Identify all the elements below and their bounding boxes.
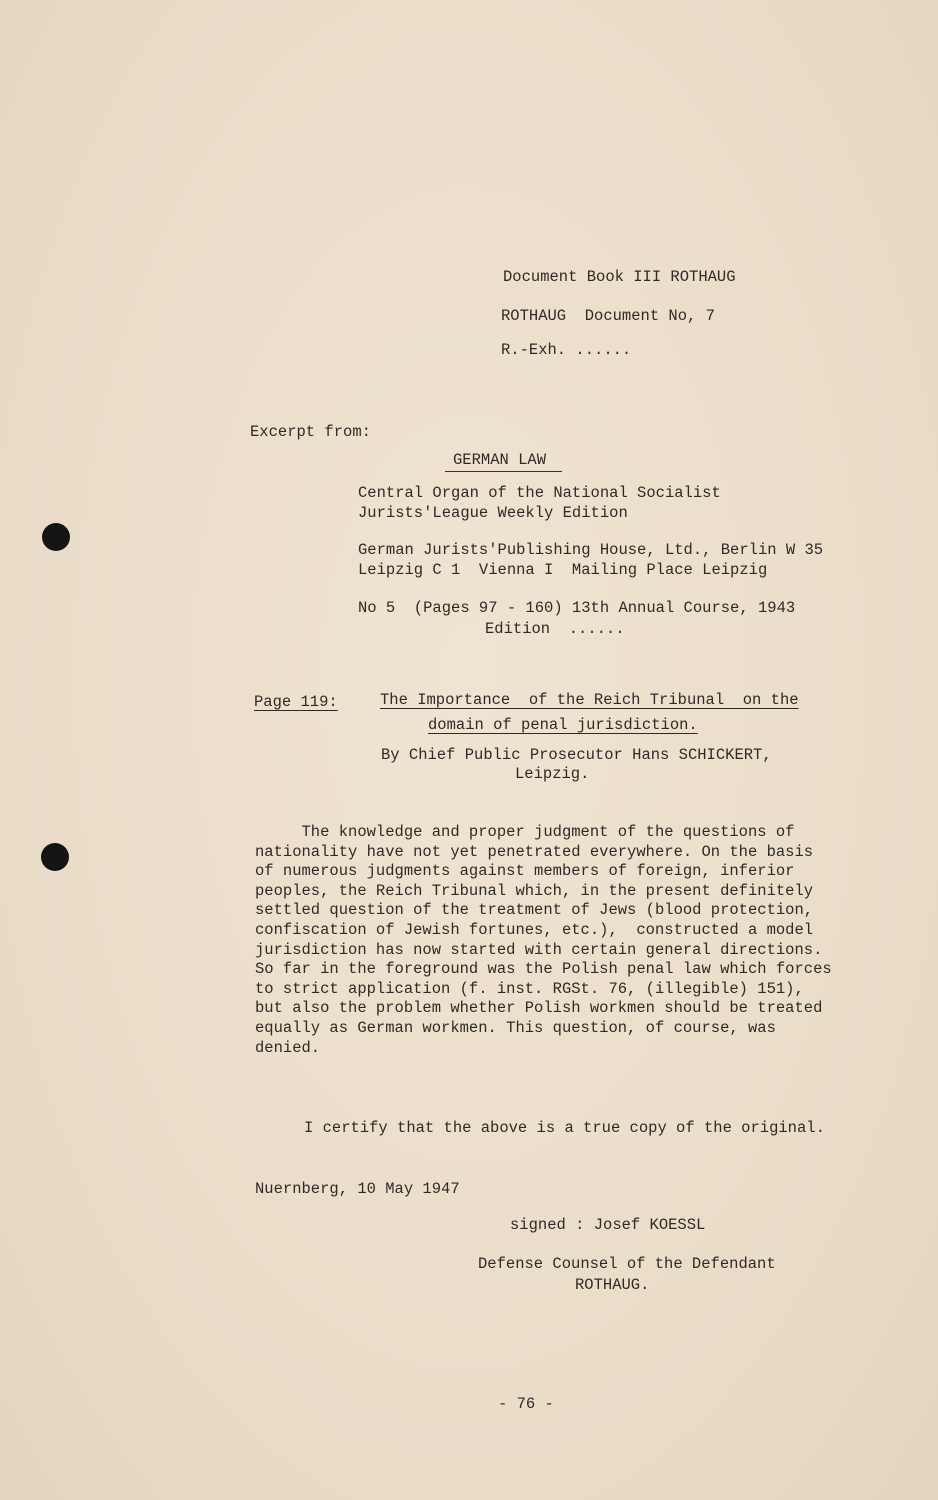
- publication-title: GERMAN LAW: [453, 451, 547, 469]
- publisher-line-1: German Jurists'Publishing House, Ltd., Berlin W 35: [358, 541, 824, 559]
- document-book-line: Document Book III ROTHAUG: [503, 268, 736, 286]
- document-number-line: ROTHAUG Document No, 7: [501, 307, 715, 325]
- page-reference: Page 119:: [254, 693, 338, 711]
- body-line: The knowledge and proper judgment of the questions of: [255, 823, 795, 841]
- exhibit-line: R.-Exh. ......: [501, 341, 632, 359]
- body-line: peoples, the Reich Tribunal which, in the present definitely: [255, 881, 814, 900]
- excerpt-label: Excerpt from:: [250, 423, 371, 441]
- organ-line-2: Jurists'League Weekly Edition: [358, 504, 628, 522]
- signer-title-line-2: ROTHAUG.: [575, 1276, 650, 1294]
- publication-title-underline: [445, 471, 562, 472]
- signature-line: signed : Josef KOESSL: [510, 1216, 706, 1234]
- page-number: - 76 -: [498, 1395, 554, 1413]
- body-line: settled question of the treatment of Jews (blood protection,: [255, 901, 814, 920]
- body-line: jurisdiction has now started with certain general directions.: [255, 940, 823, 959]
- body-line: to strict application (f. inst. RGSt. 76, (illegible) 151),: [255, 979, 804, 998]
- body-line: confiscation of Jewish fortunes, etc.), constructed a model: [255, 920, 814, 939]
- certification-statement: I certify that the above is a true copy of the original.: [304, 1119, 825, 1137]
- punch-hole-top: [42, 523, 70, 551]
- signer-title-line-1: Defense Counsel of the Defendant: [478, 1255, 776, 1273]
- article-title-line-1: The Importance of the Reich Tribunal on the: [380, 691, 799, 709]
- body-line: of numerous judgments against members of foreign, inferior: [255, 862, 795, 881]
- author-line-1: By Chief Public Prosecutor Hans SCHICKERT,: [381, 746, 772, 764]
- article-title-line-2: domain of penal jurisdiction.: [428, 716, 698, 734]
- body-line: nationality have not yet penetrated everywhere. On the basis: [255, 842, 814, 861]
- place-date: Nuernberg, 10 May 1947: [255, 1180, 460, 1198]
- punch-hole-bottom: [41, 843, 69, 871]
- issue-line-1: No 5 (Pages 97 - 160) 13th Annual Course, 1943: [358, 599, 796, 617]
- body-line: denied.: [255, 1038, 321, 1057]
- author-line-2: Leipzig.: [515, 765, 590, 783]
- publisher-line-2: Leipzig C 1 Vienna I Mailing Place Leipzig: [358, 561, 768, 579]
- body-line: equally as German workmen. This question, of course, was: [255, 1018, 776, 1037]
- body-line: So far in the foreground was the Polish penal law which forces: [255, 960, 832, 979]
- organ-line-1: Central Organ of the National Socialist: [358, 484, 721, 502]
- issue-line-2: Edition ......: [485, 620, 625, 638]
- article-body: [255, 823, 832, 1058]
- body-line: but also the problem whether Polish workmen should be treated: [255, 999, 823, 1018]
